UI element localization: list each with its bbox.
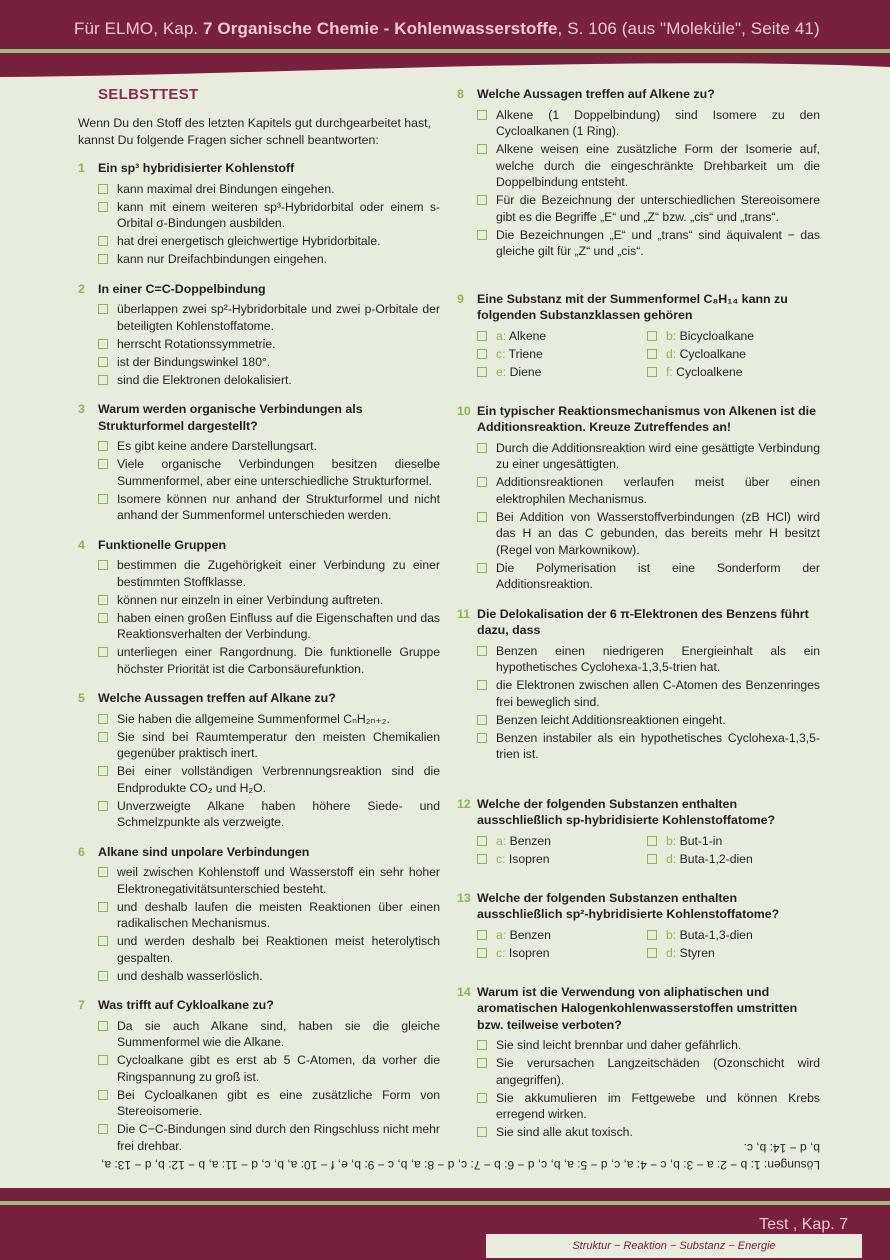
header-wave [0, 53, 890, 79]
question-7 [78, 997, 440, 1154]
answer-checkbox[interactable] [647, 367, 657, 377]
question-number: 13 [457, 890, 471, 905]
option-text: Benzen [509, 927, 551, 942]
question-header [78, 160, 440, 177]
question-3 [78, 401, 440, 524]
answer-checkbox[interactable] [98, 801, 108, 811]
option-text: Triene [508, 346, 543, 361]
option-label [666, 328, 817, 345]
question-number: 9 [457, 291, 464, 306]
answer-checkbox[interactable] [477, 195, 487, 205]
option-text: Für die Bezeichnung der unterschiedlichen Stereoisomere gibt es die Begriffe „E“ und „Z“ bzw. „cis“ und „trans“. [496, 193, 820, 224]
answer-checkbox[interactable] [477, 1040, 487, 1050]
option-text: Sie akkumulieren im Fettgewebe und können Krebs erregend wirken. [496, 1090, 820, 1121]
footer-page-label: Test , Kap. 7 [759, 1216, 848, 1233]
test-title: SELBSTTEST [98, 86, 199, 103]
option-text: weil zwischen Kohlenstoff und Wasserstoff ein sehr hoher Elektronegativitätsunterschied besteht. [117, 865, 440, 896]
answer-option [477, 712, 820, 729]
option-letter: d: [666, 945, 677, 960]
answer-option [477, 643, 820, 676]
question-header [78, 401, 440, 434]
option-letter: b: [666, 833, 677, 848]
answer-checkbox[interactable] [477, 1127, 487, 1137]
option-text: Es gibt keine andere Darstellungsart. [117, 439, 317, 453]
option-letter: b: [666, 328, 677, 343]
answer-checkbox[interactable] [98, 254, 108, 264]
question-number: 11 [457, 606, 471, 621]
answer-option [98, 1018, 440, 1051]
option-text: Da sie auch Alkane sind, haben sie die gleiche Summenformel wie die Alkane. [117, 1018, 440, 1049]
answer-option [477, 509, 820, 559]
answer-checkbox[interactable] [477, 443, 487, 453]
question-number: 10 [457, 403, 471, 418]
question-text: Welche der folgenden Substanzen enthalten ausschließlich sp-hybridisierte Kohlenstoffatome? [477, 796, 776, 827]
option-text: But-1-in [679, 833, 723, 848]
answer-option [98, 199, 440, 232]
answer-option [98, 251, 440, 268]
question-header [78, 281, 440, 298]
question-1 [78, 160, 440, 268]
answer-option [477, 730, 820, 763]
question-number: 14 [457, 984, 471, 999]
option-text: Benzen leicht Additionsreaktionen eingeht. [496, 712, 726, 727]
answer-option [98, 372, 440, 389]
option-label [496, 364, 647, 381]
header-title: Für ELMO, Kap. 7 Organische Chemie - Kohlenwasserstoffe, S. 106 (aus "Moleküle", Seite 41) [74, 19, 820, 38]
option-text: Styren [679, 945, 715, 960]
option-grid [477, 927, 820, 963]
option-text: überlappen zwei sp²-Hybridorbitale und zwei p-Orbitale der beteiligten Kohlenstoffatome. [117, 302, 440, 333]
option-text: haben einen großen Einfluss auf die Eigenschaften und das Reaktionsverhalten der Verbindung. [117, 610, 440, 641]
answer-checkbox[interactable] [98, 766, 108, 776]
option-text: Cycloalkane gibt es erst ab 5 C-Atomen, da vorher die Ringspannung zu groß ist. [117, 1053, 440, 1084]
answer-option [647, 346, 817, 363]
question-header [457, 291, 820, 324]
footer-stripe [0, 1201, 890, 1205]
option-text: Sie sind leicht brennbar und daher gefährlich. [496, 1038, 742, 1052]
question-2 [78, 281, 440, 389]
answer-checkbox[interactable] [98, 202, 108, 212]
answer-option [477, 1124, 820, 1141]
question-header [78, 844, 440, 861]
answer-checkbox[interactable] [98, 375, 108, 385]
answer-option [647, 328, 817, 345]
question-header [78, 690, 440, 707]
answer-option [647, 364, 817, 381]
answer-checkbox[interactable] [477, 646, 487, 656]
question-header [78, 537, 440, 554]
question-13 [457, 890, 820, 963]
question-header [78, 997, 440, 1014]
option-text: und werden deshalb bei Reaktionen meist heterolytisch gespalten. [117, 934, 440, 965]
answer-checkbox[interactable] [477, 331, 487, 341]
answer-checkbox[interactable] [98, 459, 108, 469]
option-grid [477, 328, 820, 382]
answer-checkbox[interactable] [477, 512, 487, 522]
question-5 [78, 690, 440, 831]
answer-option [98, 644, 440, 677]
answer-checkbox[interactable] [477, 930, 487, 940]
answer-checkbox[interactable] [647, 854, 657, 864]
question-10 [457, 403, 820, 593]
question-text: Was trifft auf Cykloalkane zu? [98, 998, 274, 1012]
option-text: Die Polymerisation ist eine Sonderform der Additionsreaktion. [496, 560, 820, 591]
answer-option [477, 1037, 820, 1054]
answer-option [477, 141, 820, 191]
answer-option [98, 456, 440, 489]
option-text: ist der Bindungswinkel 180°. [117, 354, 271, 369]
question-number: 3 [78, 402, 85, 416]
question-text: Funktionelle Gruppen [98, 537, 227, 552]
answer-option [477, 227, 820, 260]
question-header [457, 403, 820, 436]
answer-checkbox[interactable] [477, 110, 487, 120]
option-letter: f: [666, 364, 673, 379]
answer-checkbox[interactable] [477, 948, 487, 958]
option-text: Viele organische Verbindungen besitzen dieselbe Summenformel, aber eine unterschiedliche Strukturformel. [117, 457, 440, 488]
footer-tagline: Struktur − Reaktion − Substanz − Energie [486, 1234, 862, 1258]
option-label [666, 364, 817, 381]
answer-checkbox[interactable] [98, 441, 108, 451]
option-letter: c: [496, 346, 506, 361]
answer-checkbox[interactable] [477, 680, 487, 690]
question-number: 12 [457, 796, 471, 811]
answer-checkbox[interactable] [98, 1090, 108, 1100]
option-text: Bei Addition von Wasserstoffverbindungen (zB HCl) wird das H an das C gebunden, das bereits mehr H besitzt (Regel von Markownikow). [496, 509, 820, 557]
option-letter: d: [666, 346, 677, 361]
option-text: Bei Cycloalkanen gibt es eine zusätzliche Form von Stereoisomerie. [117, 1087, 440, 1118]
option-text: Bicycloalkane [679, 328, 755, 343]
answers-upside-down: Lösungen: 1: b − 2: a − 3: b, c − 4: a, c, d − 5: a, b, c, d − 6: b − 7: c, d − 8: a, b, c − 9: b, e, f − 10: a, b, c, d − 11: a, b − 12: b, d − 13: a, b, d − 14: b, c. [101, 1141, 820, 1172]
answer-option [98, 354, 440, 371]
option-label [666, 945, 817, 962]
question-4 [78, 537, 440, 678]
option-text: Isopren [508, 945, 550, 960]
option-label [496, 945, 647, 962]
option-letter: b: [666, 927, 677, 942]
option-label [496, 833, 647, 850]
answer-option [477, 440, 820, 473]
question-number: 2 [78, 281, 85, 296]
option-text: Bei einer vollständigen Verbrennungsreaktion sind die Endprodukte CO₂ und H₂O. [117, 764, 440, 795]
answer-checkbox[interactable] [477, 715, 487, 725]
answer-checkbox[interactable] [98, 647, 108, 657]
option-text: Unverzweigte Alkane haben höhere Siede- und Schmelzpunkte als verzweigte. [117, 798, 440, 829]
answer-option [477, 677, 820, 710]
question-number: 7 [78, 998, 85, 1012]
answer-checkbox[interactable] [98, 560, 108, 570]
question-header [457, 890, 820, 923]
question-header [457, 984, 820, 1034]
option-text: Cycloalkene [676, 364, 743, 379]
answer-option [477, 192, 820, 225]
answer-option [477, 927, 647, 944]
answer-checkbox[interactable] [98, 732, 108, 742]
answer-option [98, 1087, 440, 1120]
option-text: Benzen einen niedrigeren Energieinhalt als ein hypothetisches Cyclohexa-1,3,5-trien hat. [496, 643, 820, 674]
answer-option [98, 438, 440, 455]
option-text: sind die Elektronen delokalisiert. [117, 372, 292, 387]
answer-option [98, 864, 440, 897]
answer-checkbox[interactable] [647, 948, 657, 958]
answer-checkbox[interactable] [477, 367, 487, 377]
answer-checkbox[interactable] [98, 304, 108, 314]
answer-checkbox[interactable] [98, 867, 108, 877]
answer-checkbox[interactable] [477, 144, 487, 154]
answer-checkbox[interactable] [477, 230, 487, 240]
option-text: Alkene weisen eine zusätzliche Form der Isomerie auf, welche durch die eingeschränkte Drehbarkeit um die Doppelbindung entsteht. [496, 142, 820, 189]
answer-option [98, 491, 440, 524]
option-text: und deshalb laufen die meisten Reaktionen über einen radikalischen Mechanismus. [117, 899, 440, 930]
option-text: kann mit einem weiteren sp³-Hybridorbital oder einem s-Orbital σ-Bindungen ausbilden. [117, 199, 440, 230]
answer-option [477, 945, 647, 962]
option-label [496, 927, 647, 944]
answer-checkbox[interactable] [477, 1058, 487, 1068]
option-text: kann nur Dreifachbindungen eingehen. [117, 252, 328, 266]
option-text: Isopren [508, 851, 550, 866]
option-text: Buta-1,3-dien [679, 927, 753, 942]
question-number: 6 [78, 844, 85, 859]
option-label [666, 851, 817, 868]
option-text: Cycloalkane [679, 346, 746, 361]
question-text: In einer C=C-Doppelbindung [98, 281, 266, 296]
answer-checkbox[interactable] [98, 184, 108, 194]
question-number: 4 [78, 537, 85, 552]
option-text: unterliegen einer Rangordnung. Die funktionelle Gruppe höchster Priorität ist die Carbonsäurefunktion. [117, 645, 440, 676]
option-label [666, 927, 817, 944]
answer-option [477, 328, 647, 345]
option-letter: c: [496, 945, 506, 960]
answer-option [98, 301, 440, 334]
left-column [78, 86, 440, 1167]
answer-option [647, 945, 817, 962]
answer-option [477, 474, 820, 507]
answer-option [477, 851, 647, 868]
intro-text: Wenn Du den Stoff des letzten Kapitels gut durchgearbeitet hast, kannst Du folgende Fragen sicher schnell beantworten: [78, 116, 431, 147]
question-6 [78, 844, 440, 985]
option-letter: a: [496, 833, 507, 848]
answer-option [98, 610, 440, 643]
option-letter: a: [496, 328, 507, 343]
answer-checkbox[interactable] [98, 494, 108, 504]
option-text: Sie verursachen Langzeitschäden (Ozonschicht wird angegriffen). [496, 1056, 820, 1087]
option-text: Diene [509, 364, 542, 379]
answer-option [98, 798, 440, 831]
answer-option [477, 107, 820, 140]
answer-option [98, 592, 440, 609]
option-label [666, 346, 817, 363]
option-text: Benzen [509, 833, 551, 848]
answer-checkbox[interactable] [647, 836, 657, 846]
answer-option [98, 899, 440, 932]
option-letter: d: [666, 851, 677, 866]
question-text: Welche der folgenden Substanzen enthalten ausschließlich sp²-hybridisierte Kohlenstoffatome? [477, 890, 780, 921]
option-label [496, 328, 647, 345]
answer-checkbox[interactable] [477, 854, 487, 864]
answer-option [98, 233, 440, 250]
option-text: Buta-1,2-dien [679, 851, 753, 866]
answer-checkbox[interactable] [98, 236, 108, 246]
answer-checkbox[interactable] [98, 339, 108, 349]
option-text: Sie sind bei Raumtemperatur den meisten Chemikalien gegenüber praktisch inert. [117, 729, 440, 760]
answer-option [98, 729, 440, 762]
question-text: Ein sp³ hybridisierter Kohlenstoff [98, 161, 295, 175]
answer-checkbox[interactable] [98, 936, 108, 946]
answer-checkbox[interactable] [647, 349, 657, 359]
answer-checkbox[interactable] [98, 595, 108, 605]
question-text: Alkane sind unpolare Verbindungen [98, 844, 310, 859]
option-text: Sie sind alle akut toxisch. [496, 1125, 633, 1139]
answer-option [98, 933, 440, 966]
option-text: Additionsreaktionen verlaufen meist über einen elektrophilen Mechanismus. [496, 475, 820, 506]
answer-checkbox[interactable] [647, 331, 657, 341]
answer-option [98, 711, 440, 728]
option-text: Durch die Additionsreaktion wird eine gesättigte Verbindung zu einer ungesättigten. [496, 440, 820, 471]
question-text: Warum werden organische Verbindungen als Strukturformel dargestellt? [98, 402, 363, 433]
question-8 [457, 86, 820, 260]
answer-option [477, 833, 647, 850]
answer-option [477, 346, 647, 363]
option-text: hat drei energetisch gleichwertige Hybridorbitale. [117, 234, 381, 248]
question-text: Welche Aussagen treffen auf Alkene zu? [477, 87, 715, 101]
option-text: herrscht Rotationssymmetrie. [117, 336, 276, 351]
answer-checkbox[interactable] [98, 1055, 108, 1065]
answer-checkbox[interactable] [477, 836, 487, 846]
option-text: Benzen instabiler als ein hypothetisches Cyclohexa-1,3,5-trien ist. [496, 730, 820, 761]
question-header [457, 796, 820, 829]
answer-option [647, 927, 817, 944]
answer-option [98, 1052, 440, 1085]
option-text: Alkene [508, 328, 547, 343]
answer-option [98, 336, 440, 353]
question-text: Welche Aussagen treffen auf Alkane zu? [98, 691, 336, 705]
option-text: die Elektronen zwischen allen C-Atomen des Benzenringes frei beweglich sind. [496, 678, 820, 709]
question-11 [457, 606, 820, 763]
answer-checkbox[interactable] [98, 357, 108, 367]
question-header [457, 86, 820, 103]
question-12 [457, 796, 820, 869]
option-text: Isomere können nur anhand der Strukturformel und nicht anhand der Summenformel unterschieden werden. [117, 491, 440, 522]
answer-checkbox[interactable] [98, 1021, 108, 1031]
answer-option [98, 763, 440, 796]
option-grid [477, 833, 820, 869]
answer-checkbox[interactable] [98, 902, 108, 912]
question-text: Eine Substanz mit der Summenformel C₈H₁₄ kann zu folgenden Substanzklassen gehören [477, 291, 788, 322]
option-text: Sie haben die allgemeine Summenformel CₙH₂ₙ₊₂. [117, 711, 390, 726]
answer-option [477, 1055, 820, 1088]
option-text: Die C−C-Bindungen sind durch den Ringschluss nicht mehr frei drehbar. [117, 1122, 440, 1153]
option-letter: c: [496, 851, 506, 866]
question-number: 5 [78, 691, 85, 705]
answer-option [477, 560, 820, 593]
option-text: Die Bezeichnungen „E“ und „trans“ sind äquivalent − das gleiche gilt für „Z“ und „cis“. [496, 227, 820, 258]
answer-option [98, 557, 440, 590]
answer-option [477, 364, 647, 381]
option-text: und deshalb wasserlöslich. [117, 968, 263, 983]
option-text: bestimmen die Zugehörigkeit einer Verbindung zu einer bestimmten Stoffklasse. [117, 558, 440, 589]
option-label [496, 346, 647, 363]
answer-checkbox[interactable] [477, 1093, 487, 1103]
option-letter: a: [496, 927, 507, 942]
answer-checkbox[interactable] [98, 971, 108, 981]
answer-checkbox[interactable] [477, 349, 487, 359]
answer-checkbox[interactable] [98, 1124, 108, 1134]
answer-checkbox[interactable] [98, 613, 108, 623]
question-text: Warum ist die Verwendung von aliphatischen und aromatischen Halogenkohlenwasserstoffen umstritten bzw. teilweise verboten? [477, 984, 798, 1032]
option-letter: e: [496, 364, 507, 379]
question-number: 8 [457, 87, 464, 101]
right-column [457, 86, 820, 1154]
option-text: können nur einzeln in einer Verbindung auftreten. [117, 592, 384, 607]
answer-option [477, 1090, 820, 1123]
option-text: Alkene (1 Doppelbindung) sind Isomere zu den Cycloalkanen (1 Ring). [496, 107, 820, 138]
answer-checkbox[interactable] [477, 563, 487, 573]
answer-option [98, 968, 440, 985]
question-14 [457, 984, 820, 1141]
option-text: kann maximal drei Bindungen eingehen. [117, 181, 335, 196]
answer-option [98, 181, 440, 198]
question-9 [457, 291, 820, 382]
answer-option [647, 833, 817, 850]
answer-checkbox[interactable] [477, 477, 487, 487]
question-number: 1 [78, 161, 85, 175]
answer-checkbox[interactable] [477, 733, 487, 743]
answer-checkbox[interactable] [647, 930, 657, 940]
answer-checkbox[interactable] [98, 714, 108, 724]
option-label [666, 833, 817, 850]
option-label [496, 851, 647, 868]
question-text: Ein typischer Reaktionsmechanismus von Alkenen ist die Additionsreaktion. Kreuze Zutreffendes an! [477, 403, 817, 434]
answer-option [647, 851, 817, 868]
question-header [457, 606, 820, 639]
question-text: Die Delokalisation der 6 π-Elektronen des Benzens führt dazu, dass [477, 606, 809, 637]
